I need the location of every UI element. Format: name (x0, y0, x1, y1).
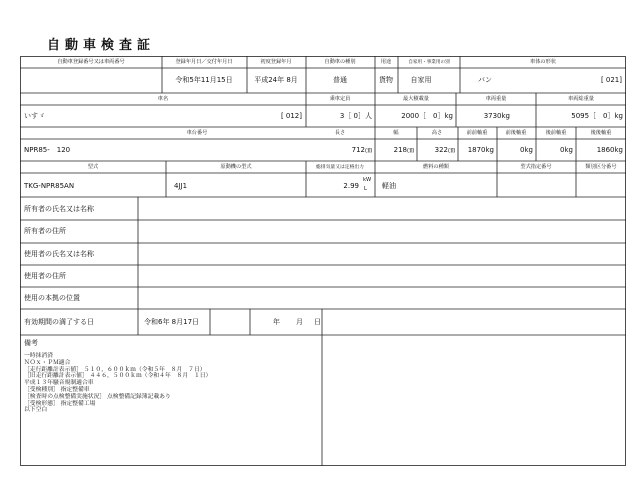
user-name-label: 使用者の氏名又は名称 (24, 250, 94, 258)
header-rear-front-axle: 後前軸重 (545, 130, 567, 136)
first-reg-value: 平成24年 8月 (254, 76, 298, 84)
expiry-day-label: 日 (314, 318, 321, 326)
header-max-load: 最大積載量 (403, 96, 429, 102)
length-value: 712㎝ (351, 146, 372, 154)
header-body-shape: 車体の形状 (530, 59, 556, 65)
user-address-label: 使用者の住所 (24, 272, 66, 280)
header-model-designation: 型式指定番号 (520, 164, 552, 170)
header-car-name: 車名 (157, 96, 169, 102)
height-value: 322㎝ (434, 146, 455, 154)
body-shape-value: バン (478, 76, 492, 84)
header-vehicle-type: 自動車の種別 (324, 59, 356, 65)
document-title: 自動車検査証 (47, 38, 156, 53)
header-fuel-type: 燃料の種類 (423, 164, 449, 170)
header-height: 高さ (431, 130, 443, 136)
chassis-number-value: NPR85- 120 (24, 146, 71, 154)
expiry-label: 有効期間の満了する日 (24, 318, 94, 326)
displacement-unit-kw: kW (363, 177, 372, 183)
front-front-axle-value: 1870kg (467, 146, 494, 154)
certificate-table (20, 56, 626, 466)
header-rear-rear-axle: 後後軸重 (590, 130, 612, 136)
header-vehicle-weight: 車両重量 (485, 96, 507, 102)
expiry-month-label: 月 (296, 318, 303, 326)
header-reg-number: 自動車登録番号又は車両番号 (57, 59, 125, 65)
header-first-reg: 初度登録年月 (260, 59, 292, 65)
owner-address-label: 所有者の住所 (24, 227, 66, 235)
header-gross-weight: 車両総重量 (568, 96, 594, 102)
engine-model-value: 4JJ1 (174, 182, 188, 190)
body-shape-code: [ 021] (600, 76, 622, 84)
remarks-label: 備考 (24, 339, 38, 347)
header-chassis-number: 車台番号 (186, 130, 208, 136)
expiry-date-value: 令和6年 8月17日 (144, 318, 200, 326)
vehicle-weight-value: 3730kg (483, 112, 510, 120)
displacement-unit-l: L (364, 186, 367, 192)
header-engine-model: 原動機の型式 (220, 164, 252, 170)
remarks-text: 一時抹消済 ＮＯｘ・ＰＭ適合 ［走行距離計表示値］ ５１０，６００ｋｍ（令和５年 ８月 ７日） ［旧走行距離計表示値］ ４４６，５００ｋｍ（令和４年 ８月 １日） 平成１３年騒音規制適合車 ［受検種別］ 指定整備車 ［検査時の点検整備実施状況］ 点検整備記録簿記載あり ［受検形態］ 指定整備工場 以下空白 (24, 353, 212, 414)
max-load-value: 2000［ 0］kg (401, 112, 453, 120)
header-use: 用途 (380, 59, 392, 65)
fuel-type-value: 軽油 (382, 182, 396, 190)
header-length: 長さ (334, 130, 346, 136)
private-value: 自家用 (410, 76, 432, 84)
header-front-front-axle: 前前軸重 (466, 130, 488, 136)
header-width: 幅 (393, 130, 399, 136)
vehicle-type-value: 普通 (333, 76, 347, 84)
reg-date-value: 令和5年11月15日 (175, 76, 233, 84)
expiry-year-label: 年 (273, 318, 280, 326)
base-location-label: 使用の本拠の位置 (24, 294, 80, 302)
header-capacity: 乗車定員 (329, 96, 351, 102)
header-front-rear-axle: 前後軸重 (505, 130, 527, 136)
capacity-value: 3［ 0］人 (339, 112, 372, 120)
header-reg-date: 登録年月日／交付年月日 (175, 59, 233, 65)
gross-weight-value: 5095［ 0］kg (571, 112, 623, 120)
car-name-code: [ 012] (280, 112, 302, 120)
use-value: 貨物 (379, 76, 393, 84)
owner-name-label: 所有者の氏名又は名称 (24, 205, 94, 213)
displacement-value: 2.99 (343, 182, 359, 190)
header-model: 型式 (87, 164, 99, 170)
rear-rear-axle-value: 1860kg (596, 146, 623, 154)
car-name-value: いすゞ (24, 112, 45, 120)
rear-front-axle-value: 0kg (560, 146, 573, 154)
front-rear-axle-value: 0kg (520, 146, 533, 154)
header-displacement: 総排気量又は定格出力 (316, 165, 364, 170)
header-category-number: 類別区分番号 (585, 164, 617, 170)
width-value: 218㎝ (393, 146, 414, 154)
model-value: TKG-NPR85AN (24, 182, 75, 190)
header-private-business: 自家用・事業用の別 (408, 60, 450, 65)
